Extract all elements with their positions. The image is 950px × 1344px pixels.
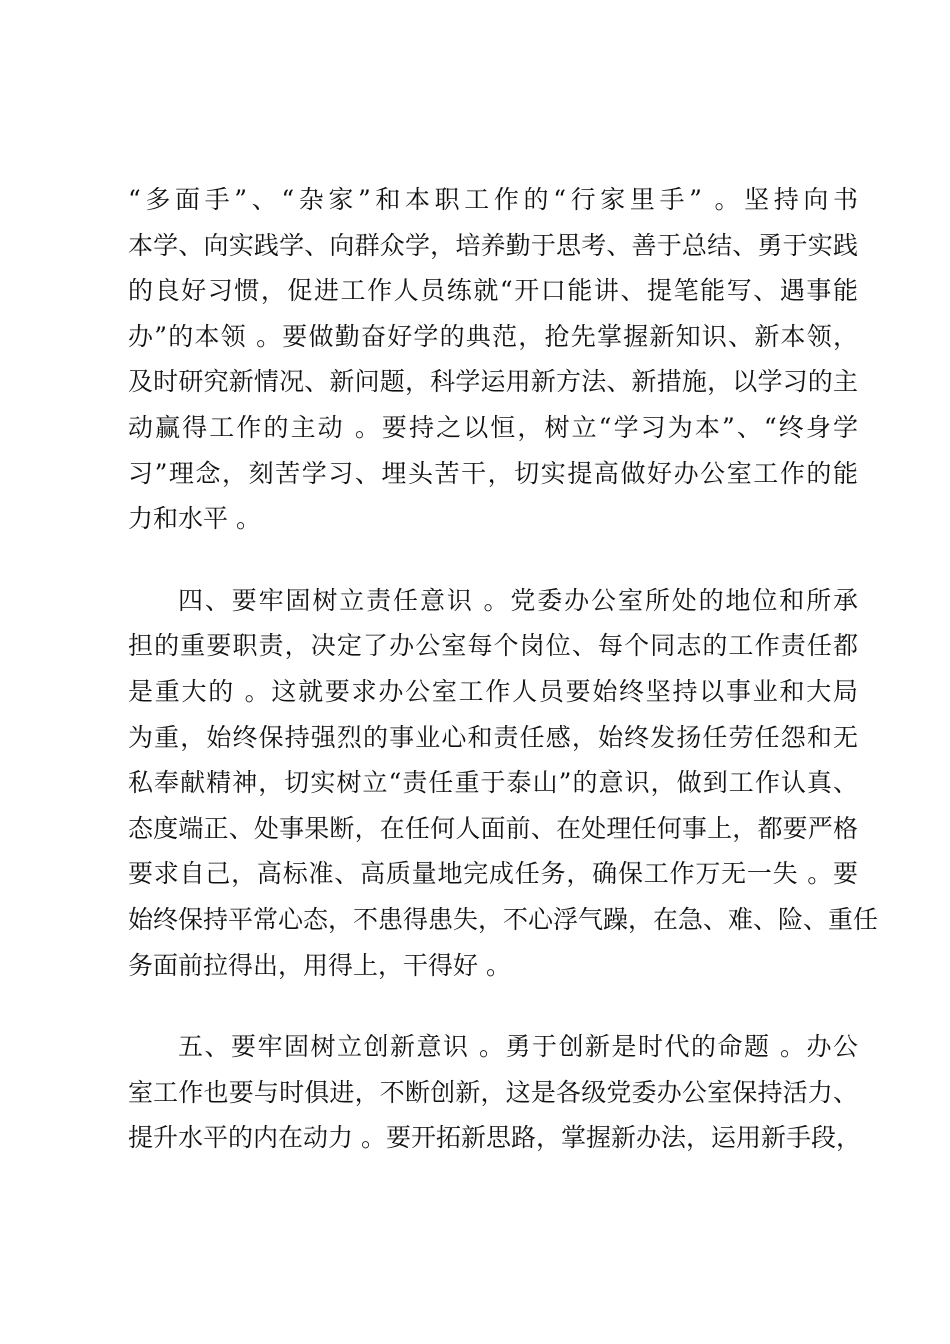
text-line: 务面前拉得出，用得上，干得好 。 — [128, 950, 511, 980]
text-line: 室工作也要与时俱进，不断创新，这是各级党委办公室保持活力、 — [128, 1077, 858, 1107]
text-line: 为重，始终保持强烈的事业心和责任感，始终发扬任劳任怨和无 — [128, 722, 858, 752]
text-line: 始终保持平常心态，不患得患失，不心浮气躁，在急、难、险、重任 — [128, 904, 879, 934]
text-line: 担的重要职责，决定了办公室每个岗位、每个同志的工作责任都 — [128, 631, 858, 661]
text-line: 及时研究新情况、新问题，科学运用新方法、新措施，以学习的主 — [128, 367, 858, 397]
text-line: 私奉献精神，切实树立“责任重于泰山”的意识，做到工作认真、 — [128, 768, 858, 798]
text-line: 提升水平的内在动力 。要开拓新思路，掌握新办法，运用新手段， — [128, 1123, 861, 1153]
text-line: 四、要牢固树立责任意识 。党委办公室所处的地位和所承 — [178, 585, 858, 615]
text-line: 力和水平 。 — [128, 504, 261, 534]
text-line: 的良好习惯，促进工作人员练就“开口能讲、提笔能写、遇事能 — [128, 276, 858, 306]
text-line: 动赢得工作的主动 。要持之以恒，树立“学习为本”、“终身学 — [128, 412, 858, 442]
paragraph-1 — [128, 177, 858, 542]
text-line: 要求自己，高标准、高质量地完成任务，确保工作万无一失 。要 — [128, 859, 858, 889]
text-line: 是重大的 。这就要求办公室工作人员要始终坚持以事业和大局 — [128, 676, 858, 706]
text-line: 办”的本领 。要做勤奋好学的典范，抢先掌握新知识、新本领， — [128, 321, 858, 351]
text-line: 五、要牢固树立创新意识 。勇于创新是时代的命题 。办公 — [178, 1032, 858, 1062]
paragraph-3 — [128, 1024, 861, 1161]
paragraph-gap — [128, 988, 858, 1024]
text-line: “多面手”、“杂家”和本职工作的“行家里手” 。坚持向书 — [128, 185, 858, 214]
paragraph-2 — [128, 578, 879, 988]
document-body — [128, 177, 879, 1161]
text-line: 本学、向实践学、向群众学，培养勤于思考、善于总结、勇于实践 — [128, 230, 858, 260]
text-line: 态度端正、处事果断，在任何人面前、在处理任何事上，都要严格 — [128, 813, 858, 843]
paragraph-gap — [128, 542, 858, 578]
text-line: 习”理念，刻苦学习、埋头苦干，切实提高做好办公室工作的能 — [128, 458, 858, 488]
